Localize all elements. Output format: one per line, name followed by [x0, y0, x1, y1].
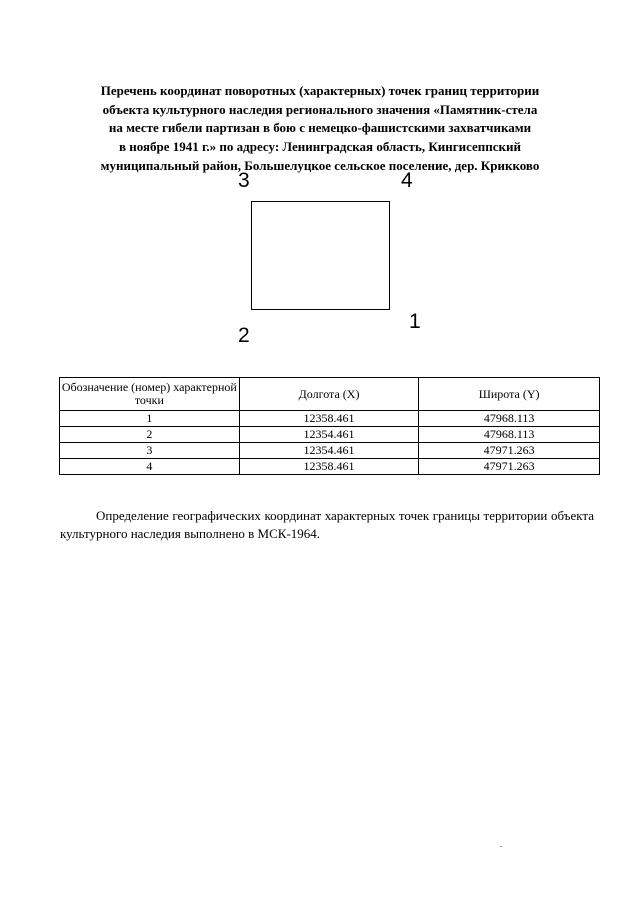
table-row [60, 411, 600, 427]
coordinates-table [59, 377, 600, 475]
point-label-3: 3 [238, 169, 250, 192]
cell-y: 47971.263 [419, 443, 600, 459]
point-label-2: 2 [238, 324, 250, 347]
coordinate-system-note: Определение географических координат характерных точек границы территории объекта культурного наследия выполнено в МСК-1964. [60, 508, 594, 541]
cell-y: 47971.263 [419, 459, 600, 475]
boundary-rectangle [251, 201, 390, 310]
cell-x: 12358.461 [239, 459, 419, 475]
cell-x: 12354.461 [239, 427, 419, 443]
cell-x: 12358.461 [239, 411, 419, 427]
title-line: муниципальный район, Большелуцкое сельское поселение, дер. Крикково [100, 157, 540, 173]
point-label-4: 4 [401, 169, 413, 192]
cell-x: 12354.461 [239, 443, 419, 459]
table-row [60, 443, 600, 459]
header-latitude: Широта (Y) [419, 378, 600, 411]
cell-point: 1 [60, 411, 240, 427]
table-row [60, 427, 600, 443]
cell-point: 3 [60, 443, 240, 459]
cell-point: 4 [60, 459, 240, 475]
table-row [60, 459, 600, 475]
header-point-number: Обозначение (номер) характерной точки [60, 378, 240, 411]
cell-y: 47968.113 [419, 427, 600, 443]
cell-point: 2 [60, 427, 240, 443]
title-line: на месте гибели партизан в бою с немецко-фашистскими захватчиками [108, 120, 532, 136]
point-label-1: 1 [409, 310, 421, 333]
title-line: в ноябре 1941 г.» по адресу: Ленинградская область, Кингисеппский [118, 139, 522, 155]
document-title [60, 82, 580, 176]
table-header-row [60, 378, 600, 411]
header-longitude: Долгота (X) [239, 378, 419, 411]
cell-y: 47968.113 [419, 411, 600, 427]
title-line: объекта культурного наследия регионального значения «Памятник-стела [102, 101, 538, 117]
scan-speck [500, 846, 502, 847]
title-line: Перечень координат поворотных (характерных) точек границ территории [100, 83, 540, 98]
